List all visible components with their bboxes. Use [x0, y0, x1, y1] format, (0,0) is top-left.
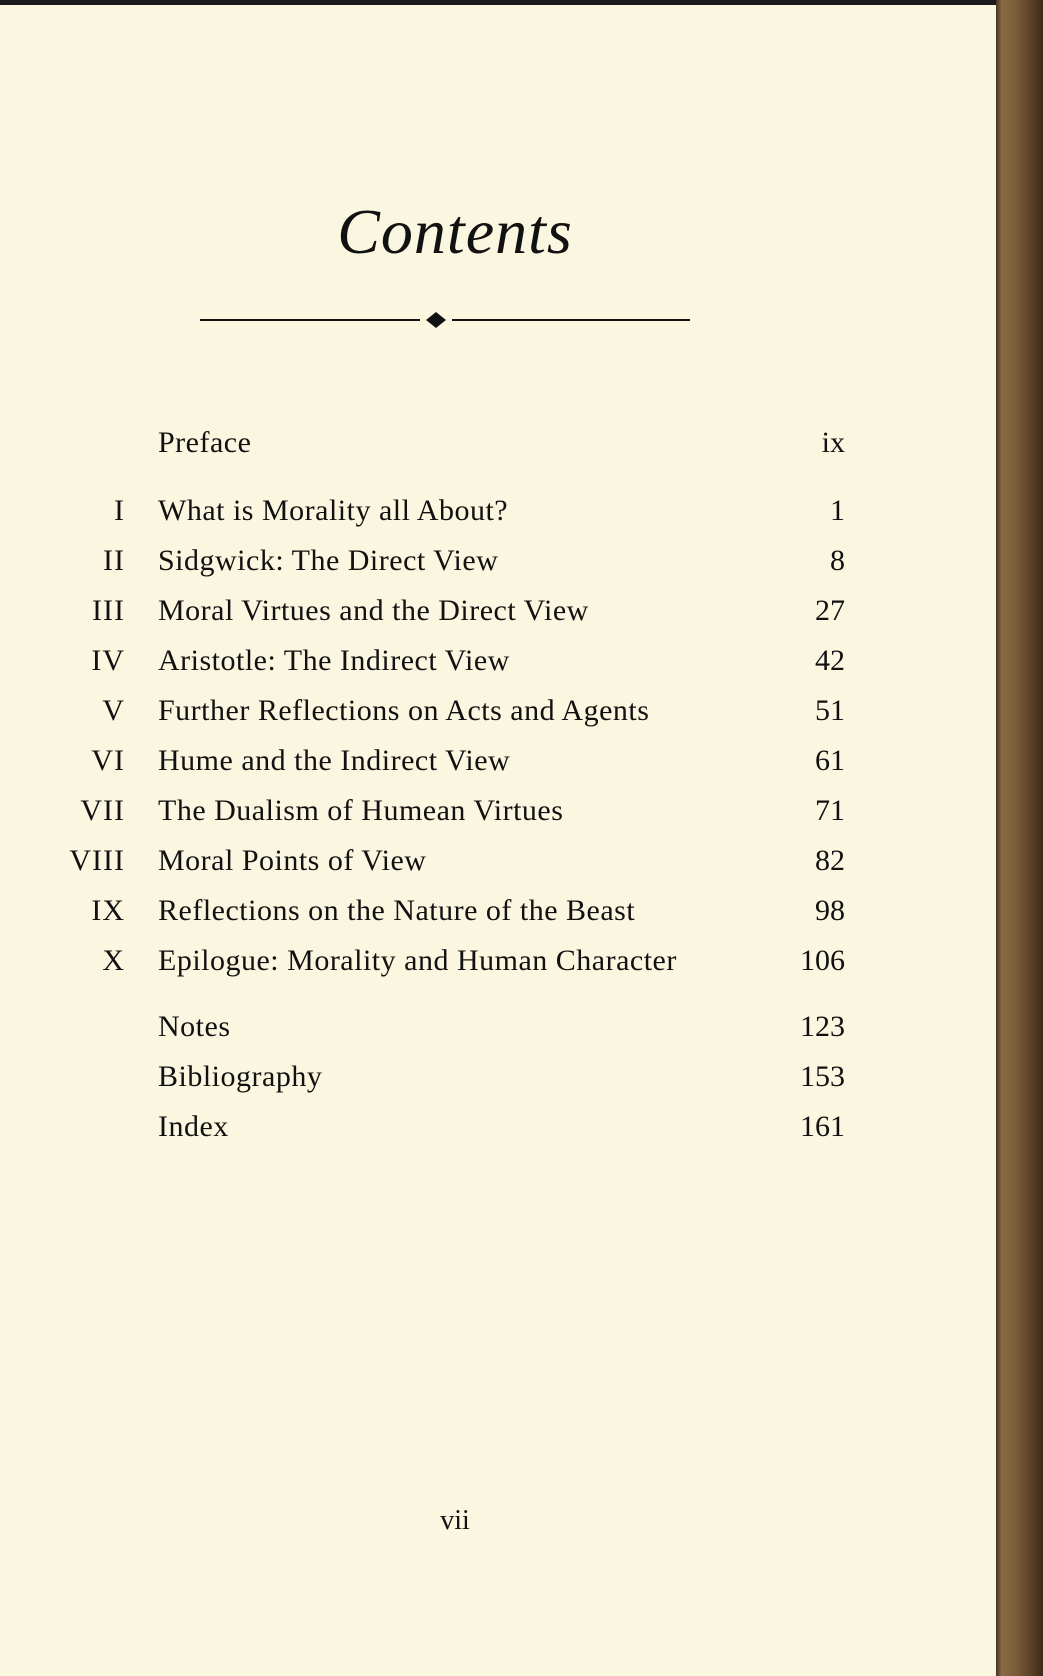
toc-entry-chapter-3	[0, 594, 880, 638]
toc-entry-title: Notes	[158, 1010, 231, 1043]
toc-entry-chapter-2	[0, 544, 880, 588]
toc-entry-chapter-1	[0, 494, 880, 538]
toc-entry-notes	[0, 1010, 880, 1054]
toc-chapter-number: IV	[91, 644, 125, 677]
page-folio: vii	[440, 1505, 470, 1536]
toc-chapter-number: VI	[91, 744, 125, 777]
toc-entry-title: Index	[158, 1110, 229, 1143]
ornament-divider	[200, 310, 690, 330]
toc-chapter-number: X	[102, 944, 125, 977]
toc-entry-chapter-5	[0, 694, 880, 738]
toc-page-number: 98	[815, 894, 845, 927]
toc-entry-chapter-7	[0, 794, 880, 838]
toc-page-number: 161	[800, 1110, 845, 1143]
toc-entry-title: Reflections on the Nature of the Beast	[158, 894, 636, 927]
toc-page-number: 27	[815, 594, 845, 627]
page-top-edge	[0, 0, 1000, 5]
toc-page-number: 106	[800, 944, 845, 977]
toc-entry-title: The Dualism of Humean Virtues	[158, 794, 564, 827]
toc-entry-chapter-4	[0, 644, 880, 688]
toc-entry-title: Epilogue: Morality and Human Character	[158, 944, 677, 977]
toc-chapter-number: VII	[80, 794, 125, 827]
toc-page-number: ix	[821, 426, 845, 459]
toc-page-number: 123	[800, 1010, 845, 1043]
toc-chapter-number: III	[92, 594, 125, 627]
toc-entry-preface	[0, 426, 880, 470]
toc-chapter-number: IX	[91, 894, 125, 927]
toc-entry-title: Hume and the Indirect View	[158, 744, 511, 777]
toc-chapter-number: V	[102, 694, 125, 727]
diamond-icon	[426, 312, 446, 328]
toc-entry-chapter-9	[0, 894, 880, 938]
toc-page-number: 82	[815, 844, 845, 877]
toc-chapter-number: II	[103, 544, 125, 577]
toc-entry-title: Further Reflections on Acts and Agents	[158, 694, 650, 727]
toc-entry-title: Bibliography	[158, 1060, 323, 1093]
toc-entry-title: Moral Points of View	[158, 844, 427, 877]
toc-entry-bibliography	[0, 1060, 880, 1104]
toc-entry-title: Aristotle: The Indirect View	[158, 644, 510, 677]
toc-page-number: 42	[815, 644, 845, 677]
toc-entry-index	[0, 1110, 880, 1154]
toc-page-number: 153	[800, 1060, 845, 1093]
toc-entry-chapter-10	[0, 944, 880, 988]
toc-page-number: 71	[815, 794, 845, 827]
toc-entry-title: Preface	[158, 426, 252, 459]
toc-page-number: 51	[815, 694, 845, 727]
toc-chapter-number: VIII	[69, 844, 125, 877]
page-title: Contents	[337, 196, 573, 267]
toc-entry-title: Moral Virtues and the Direct View	[158, 594, 589, 627]
toc-entry-chapter-8	[0, 844, 880, 888]
toc-entry-title: Sidgwick: The Direct View	[158, 544, 499, 577]
book-spine-edge	[996, 0, 1043, 1676]
toc-entry-chapter-6	[0, 744, 880, 788]
toc-page-number: 8	[830, 544, 845, 577]
toc-entry-title: What is Morality all About?	[158, 494, 509, 527]
toc-chapter-number: I	[114, 494, 125, 527]
toc-page-number: 61	[815, 744, 845, 777]
toc-page-number: 1	[830, 494, 845, 527]
